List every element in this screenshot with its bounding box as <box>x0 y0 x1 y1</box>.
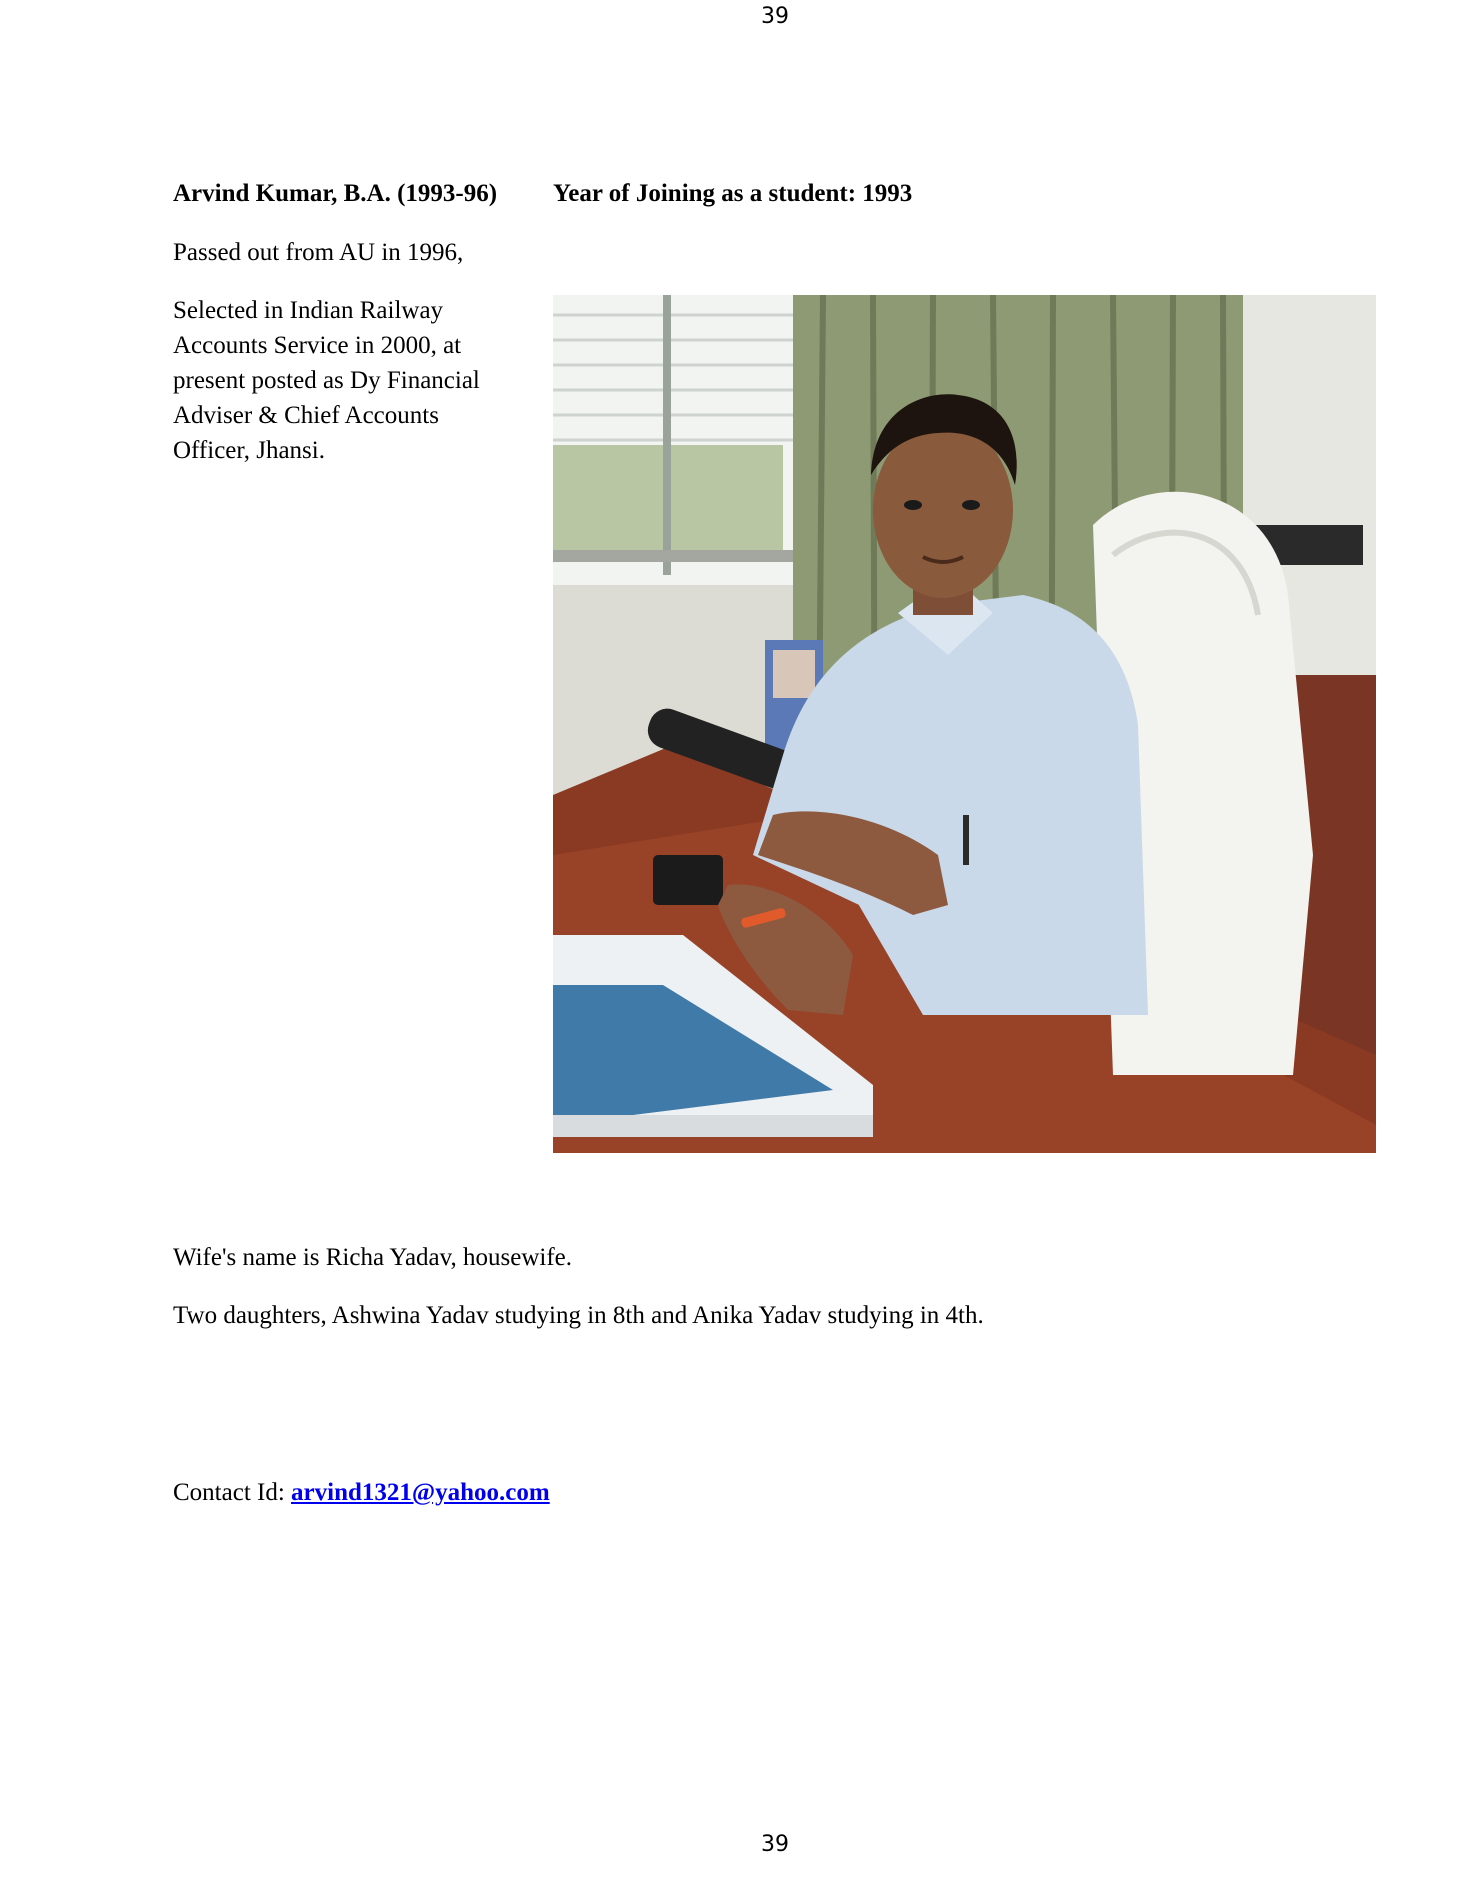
joining-year-heading: Year of Joining as a student: 1993 <box>553 180 913 207</box>
children-text: Two daughters, Ashwina Yadav studying in 8th and Anika Yadav studying in 4th. <box>173 1302 984 1329</box>
page-number-bottom: 39 <box>761 1832 789 1857</box>
contact-email-link[interactable]: arvind1321@yahoo.com <box>291 1479 550 1506</box>
contact-label: Contact Id: <box>173 1479 292 1506</box>
contact-line <box>173 1475 550 1510</box>
selection-text: Selected in Indian Railway Accounts Service in 2000, at present posted as Dy Financial Adviser & Chief Accounts Officer, Jhansi. <box>173 297 480 464</box>
passed-out-text: Passed out from AU in 1996, <box>173 239 464 266</box>
wife-text: Wife's name is Richa Yadav, housewife. <box>173 1244 573 1271</box>
profile-name-heading: Arvind Kumar, B.A. (1993-96) <box>173 180 498 207</box>
profile-photo <box>553 295 1376 1153</box>
page-number-top: 39 <box>761 4 789 29</box>
